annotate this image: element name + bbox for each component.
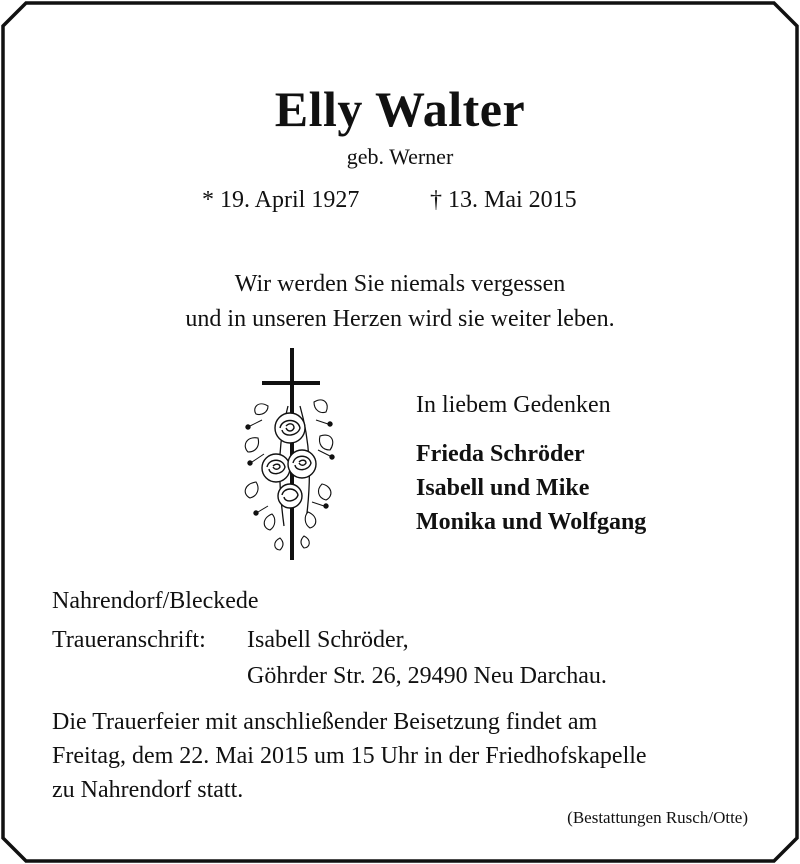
funeral-line: Die Trauerfeier mit anschließender Beisetzung findet am [52,709,598,735]
mourner-name: Frieda Schröder [416,441,585,467]
undertaker-credit: (Bestattungen Rusch/Otte) [567,808,748,827]
address-line: Göhrder Str. 26, 29490 Neu Darchau. [247,663,607,689]
quote-line: und in unseren Herzen wird sie weiter leben. [185,306,615,332]
cross-with-roses-icon [228,346,338,562]
address-label: Traueranschrift: [52,627,206,653]
birth-name: geb. Werner [346,144,454,169]
funeral-line: zu Nahrendorf statt. [52,777,244,803]
death-date: † 13. Mai 2015 [430,187,577,213]
place-name: Nahrendorf/Bleckede [52,588,259,614]
mourner-name: Isabell und Mike [416,475,590,501]
memory-heading: In liebem Gedenken [416,392,611,418]
funeral-info [52,705,752,807]
funeral-line: Freitag, dem 22. Mai 2015 um 15 Uhr in der Friedhofskapelle [52,743,647,769]
birth-date: * 19. April 1927 [202,187,360,213]
address-line: Isabell Schröder, [247,627,409,653]
deceased-name: Elly Walter [274,81,526,137]
quote-line: Wir werden Sie niemals vergessen [234,271,566,297]
mourner-name: Monika und Wolfgang [416,509,647,535]
